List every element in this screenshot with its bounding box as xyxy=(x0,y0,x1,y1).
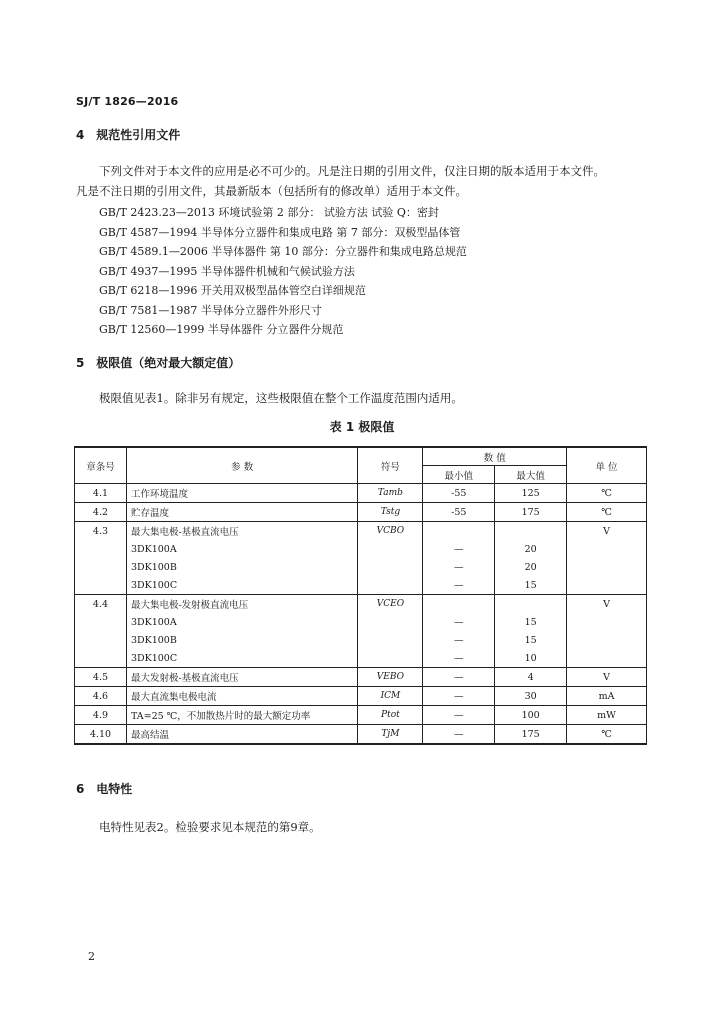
cell-max: 15 xyxy=(495,631,567,649)
cell-max: 15 xyxy=(495,613,567,631)
section-5-number: 5 xyxy=(76,356,85,370)
table-row xyxy=(75,631,647,649)
section-4-para-line1: 下列文件对于本文件的应用是必不可少的。凡是注日期的引用文件，仅注日期的版本适用于本文件。 xyxy=(99,164,605,178)
cell-unit: ℃ xyxy=(567,503,647,522)
cell-symbol: VEBO xyxy=(358,668,423,687)
cell-min: — xyxy=(423,687,495,706)
cell-max: 175 xyxy=(495,725,567,745)
reference-item: GB/T 2423.23—2013 环境试验第 2 部分： 试验方法 试验 Q：密封 xyxy=(99,206,439,219)
section-4-title: 规范性引用文件 xyxy=(96,128,181,142)
cell-unit xyxy=(567,631,647,649)
cell-min: -55 xyxy=(423,503,495,522)
table-row xyxy=(75,725,647,745)
cell-clause xyxy=(75,649,127,668)
cell-unit: ℃ xyxy=(567,484,647,503)
table-row xyxy=(75,540,647,558)
cell-param: 最大直流集电极电流 xyxy=(126,687,358,706)
table-row xyxy=(75,484,647,503)
cell-unit xyxy=(567,649,647,668)
table-row xyxy=(75,706,647,725)
cell-unit xyxy=(567,540,647,558)
table-row xyxy=(75,576,647,595)
cell-min xyxy=(423,522,495,541)
cell-max: 10 xyxy=(495,649,567,668)
cell-max: 15 xyxy=(495,576,567,595)
cell-param: 3DK100B xyxy=(126,631,358,649)
reference-item: GB/T 4587—1994 半导体分立器件和集成电路 第 7 部分：双极型晶体管 xyxy=(99,225,461,239)
cell-param: 最大集电极-发射极直流电压 xyxy=(126,595,358,614)
section-6-para: 电特性见表2。检验要求见本规范的第9章。 xyxy=(99,820,321,834)
cell-min: -55 xyxy=(423,484,495,503)
header-values: 数 值 xyxy=(423,447,567,466)
cell-max xyxy=(495,595,567,614)
cell-symbol xyxy=(358,649,423,668)
cell-max: 30 xyxy=(495,687,567,706)
header-symbol: 符号 xyxy=(358,447,423,484)
cell-param: 最高结温 xyxy=(126,725,358,745)
cell-clause: 4.5 xyxy=(75,668,127,687)
header-min: 最小值 xyxy=(423,466,495,484)
section-6-number: 6 xyxy=(76,782,85,796)
cell-param: 3DK100B xyxy=(126,558,358,576)
cell-max: 100 xyxy=(495,706,567,725)
cell-min: — xyxy=(423,668,495,687)
table-row xyxy=(75,503,647,522)
cell-min: — xyxy=(423,540,495,558)
cell-symbol xyxy=(358,540,423,558)
cell-min xyxy=(423,595,495,614)
cell-symbol: TjM xyxy=(358,725,423,745)
table-row xyxy=(75,687,647,706)
page-number: 2 xyxy=(88,950,95,963)
cell-param: 3DK100C xyxy=(126,649,358,668)
cell-symbol: VCBO xyxy=(358,522,423,541)
cell-symbol xyxy=(358,613,423,631)
table-row xyxy=(75,595,647,614)
reference-item: GB/T 6218—1996 开关用双极型晶体管空白详细规范 xyxy=(99,284,366,297)
cell-clause xyxy=(75,613,127,631)
cell-unit: V xyxy=(567,595,647,614)
cell-unit: ℃ xyxy=(567,725,647,745)
cell-unit: mA xyxy=(567,687,647,706)
reference-item: GB/T 12560—1999 半导体器件 分立器件分规范 xyxy=(99,323,344,336)
section-4-number: 4 xyxy=(76,128,85,142)
cell-clause: 4.6 xyxy=(75,687,127,706)
cell-clause: 4.2 xyxy=(75,503,127,522)
reference-item: GB/T 4589.1—2006 半导体器件 第 10 部分：分立器件和集成电路总规范 xyxy=(99,245,467,258)
cell-symbol: ICM xyxy=(358,687,423,706)
table-row xyxy=(75,649,647,668)
section-5-title: 极限值（绝对最大额定值） xyxy=(96,356,241,370)
cell-unit xyxy=(567,613,647,631)
table-row xyxy=(75,558,647,576)
cell-clause xyxy=(75,540,127,558)
cell-symbol xyxy=(358,558,423,576)
table-row xyxy=(75,668,647,687)
cell-clause xyxy=(75,576,127,595)
cell-symbol: Ptot xyxy=(358,706,423,725)
cell-symbol: Tamb xyxy=(358,484,423,503)
cell-param: 3DK100C xyxy=(126,576,358,595)
reference-item: GB/T 4937—1995 半导体器件机械和气候试验方法 xyxy=(99,264,355,278)
cell-symbol xyxy=(358,576,423,595)
table-row xyxy=(75,522,647,541)
cell-symbol xyxy=(358,631,423,649)
cell-unit xyxy=(567,576,647,595)
header-max: 最大值 xyxy=(495,466,567,484)
header-clause: 章条号 xyxy=(75,447,127,484)
cell-param: 最大发射极-基极直流电压 xyxy=(126,668,358,687)
section-4-para-line2: 凡是不注日期的引用文件，其最新版本（包括所有的修改单）适用于本文件。 xyxy=(76,184,467,198)
cell-symbol: VCEO xyxy=(358,595,423,614)
cell-clause: 4.9 xyxy=(75,706,127,725)
cell-max: 4 xyxy=(495,668,567,687)
cell-unit: V xyxy=(567,668,647,687)
cell-param: 3DK100A xyxy=(126,613,358,631)
cell-max: 175 xyxy=(495,503,567,522)
cell-max: 20 xyxy=(495,558,567,576)
cell-min: — xyxy=(423,558,495,576)
section-5-heading xyxy=(76,354,240,371)
cell-clause: 4.3 xyxy=(75,522,127,541)
cell-unit xyxy=(567,558,647,576)
cell-symbol: Tstg xyxy=(358,503,423,522)
cell-max xyxy=(495,522,567,541)
section-6-heading xyxy=(76,780,132,797)
header-param: 参 数 xyxy=(126,447,358,484)
cell-param: 贮存温度 xyxy=(126,503,358,522)
cell-param: 最大集电极-基极直流电压 xyxy=(126,522,358,541)
table-row xyxy=(75,613,647,631)
cell-min: — xyxy=(423,613,495,631)
cell-clause: 4.10 xyxy=(75,725,127,745)
section-6-title: 电特性 xyxy=(96,782,133,796)
header-unit: 单 位 xyxy=(567,447,647,484)
section-5-para: 极限值见表1。除非另有规定，这些极限值在整个工作温度范围内适用。 xyxy=(99,391,463,405)
cell-clause xyxy=(75,558,127,576)
cell-unit: V xyxy=(567,522,647,541)
cell-min: — xyxy=(423,725,495,745)
cell-min: — xyxy=(423,576,495,595)
cell-unit: mW xyxy=(567,706,647,725)
cell-param: TA=25 ℃，不加散热片时的最大额定功率 xyxy=(126,706,358,725)
cell-clause xyxy=(75,631,127,649)
cell-param: 工作环境温度 xyxy=(126,484,358,503)
cell-min: — xyxy=(423,649,495,668)
cell-min: — xyxy=(423,631,495,649)
reference-item: GB/T 7581—1987 半导体分立器件外形尺寸 xyxy=(99,303,322,317)
section-4-heading xyxy=(76,126,180,143)
cell-max: 20 xyxy=(495,540,567,558)
cell-clause: 4.4 xyxy=(75,595,127,614)
cell-min: — xyxy=(423,706,495,725)
table-1-title: 表 1 极限值 xyxy=(329,420,395,434)
doc-code-header: SJ/T 1826—2016 xyxy=(76,95,179,108)
cell-clause: 4.1 xyxy=(75,484,127,503)
cell-max: 125 xyxy=(495,484,567,503)
cell-param: 3DK100A xyxy=(126,540,358,558)
limits-table xyxy=(74,446,647,745)
reference-list xyxy=(99,203,467,340)
